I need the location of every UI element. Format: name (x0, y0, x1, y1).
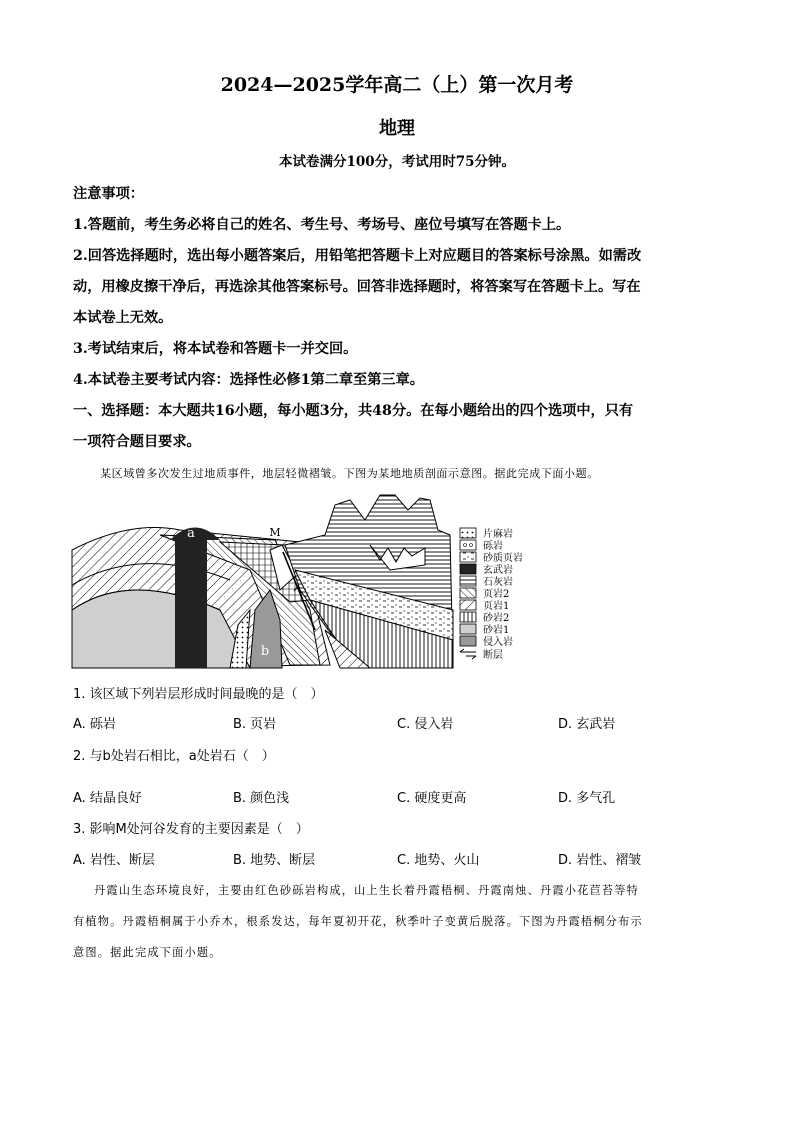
note-line-2b: 动，用橡皮擦干净后，再选涂其他答案标号。回答非选择题时，将答案写在答题卡上。写在 (73, 279, 641, 295)
legend-item-9: 侵入岩 (483, 637, 513, 648)
question-2-option-c[interactable]: C. 硬度更高 (397, 791, 467, 806)
question-3-stem: 3. 影响M处河谷发育的主要因素是（ ） (73, 822, 309, 837)
geologic-section-figure (70, 490, 530, 672)
question-1-option-b[interactable]: B. 页岩 (233, 717, 277, 732)
label-b: b (260, 644, 270, 659)
note-line-3: 3.考试结束后，将本试卷和答题卡一并交回。 (73, 341, 358, 357)
legend-item-10: 断层 (483, 650, 503, 661)
label-m: M (269, 526, 281, 539)
question-2-stem: 2. 与b处岩石相比，a处岩石（ ） (73, 749, 275, 764)
passage-2-line-1: 丹霞山生态环境良好，主要由红色砂砾岩构成，山上生长着丹霞梧桐、丹霞南烛、丹霞小花苣苔等特 (94, 884, 640, 897)
question-1-option-a[interactable]: A. 砾岩 (73, 717, 116, 732)
question-3-option-c[interactable]: C. 地势、火山 (397, 853, 480, 868)
legend-item-7: 砂岩2 (483, 613, 510, 624)
note-line-4: 4.本试卷主要考试内容：选择性必修1第二章至第三章。 (73, 372, 424, 388)
note-line-1: 1.答题前，考生务必将自己的姓名、考生号、考场号、座位号填写在答题卡上。 (73, 217, 571, 233)
question-2-option-d[interactable]: D. 多气孔 (558, 791, 616, 806)
legend-item-1: 砾岩 (483, 541, 503, 552)
note-line-2a: 2.回答选择题时，选出每小题答案后，用铅笔把答题卡上对应题目的答案标号涂黑。如需改 (73, 248, 642, 264)
legend-item-2: 砂质页岩 (483, 553, 523, 564)
label-a: a (187, 526, 195, 541)
legend-item-4: 石灰岩 (483, 577, 513, 588)
notes-heading: 注意事项： (73, 186, 144, 202)
passage-2-line-2: 有植物。丹霞梧桐属于小乔木，根系发达，每年夏初开花，秋季叶子变黄后脱落。下图为丹霞梧桐分布示 (73, 915, 643, 928)
legend-item-3: 玄武岩 (483, 565, 513, 576)
legend-item-5: 页岩2 (483, 589, 510, 600)
question-1-stem: 1. 该区域下列岩层形成时间最晚的是（ ） (73, 687, 324, 702)
question-2-option-a[interactable]: A. 结晶良好 (73, 791, 142, 806)
question-1-option-c[interactable]: C. 侵入岩 (397, 717, 454, 732)
exam-subject: 地理 (379, 118, 415, 139)
passage-1: 某区域曾多次发生过地质事件，地层轻微褶皱。下图为某地地质剖面示意图。据此完成下面小题。 (100, 467, 599, 480)
question-2-option-b[interactable]: B. 颜色浅 (233, 791, 290, 806)
legend-item-8: 砂岩1 (483, 625, 510, 636)
section-heading-line-1: 一、选择题：本大题共16小题，每小题3分，共48分。在每小题给出的四个选项中，只有 (73, 403, 634, 419)
passage-2-line-3: 意图。据此完成下面小题。 (73, 946, 222, 959)
question-3-option-b[interactable]: B. 地势、断层 (233, 853, 316, 868)
section-heading-line-2: 一项符合题目要求。 (73, 434, 201, 450)
question-1-option-d[interactable]: D. 玄武岩 (558, 717, 616, 732)
exam-subtitle: 本试卷满分100分，考试用时75分钟。 (279, 154, 515, 170)
note-line-2c: 本试卷上无效。 (73, 310, 173, 326)
figure-legend (460, 527, 523, 661)
question-3-option-a[interactable]: A. 岩性、断层 (73, 853, 155, 868)
legend-item-0: 片麻岩 (483, 529, 513, 540)
question-3-option-d[interactable]: D. 岩性、褶皱 (558, 853, 642, 868)
legend-item-6: 页岩1 (483, 601, 510, 612)
exam-title: 2024—2025学年高二（上）第一次月考 (220, 74, 574, 96)
